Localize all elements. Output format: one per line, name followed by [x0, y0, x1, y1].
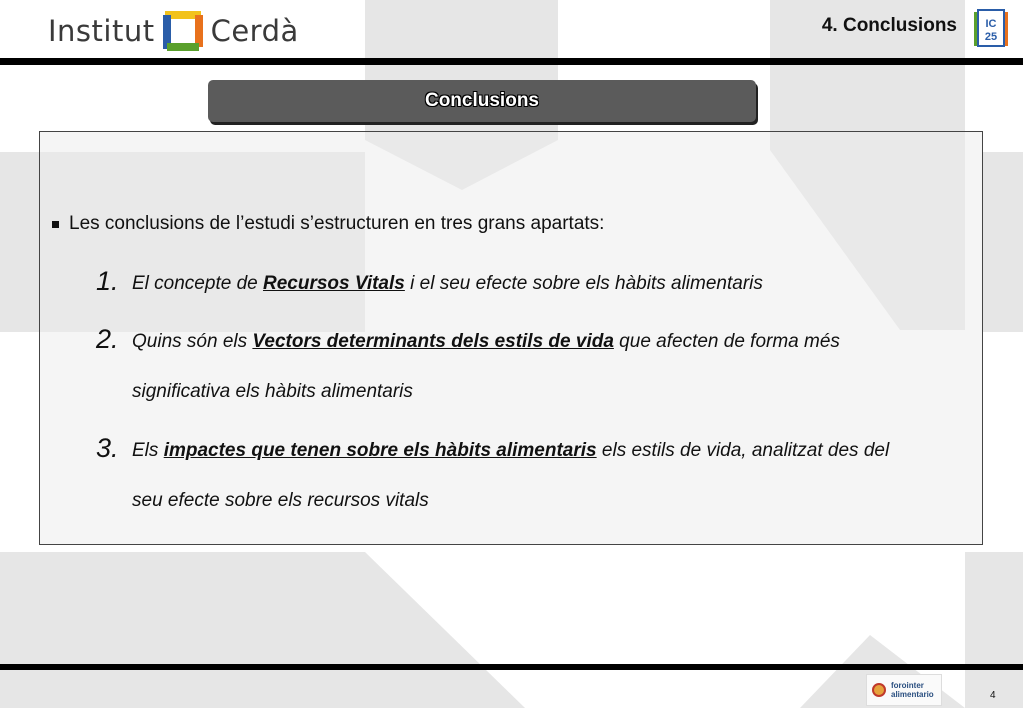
item-2-line-2: significativa els hàbits alimentaris: [132, 381, 413, 402]
item-number-3: 3.: [96, 433, 119, 463]
header-divider: [0, 58, 1023, 65]
page-number: 4: [990, 690, 996, 701]
forointer-alimentario-logo: [866, 674, 942, 706]
slide-title-box: [208, 80, 756, 122]
logo-text-right: Cerdà: [210, 14, 299, 48]
item-3-line-2: seu efecte sobre els recursos vitals: [132, 490, 429, 511]
item-2-line-1: Quins són els Vectors determinants dels estils de vida que afecten de forma més: [132, 331, 840, 352]
forointer-logo-icon: [872, 683, 886, 697]
item-number-2: 2.: [96, 324, 119, 354]
sponsor-line-2: alimentario: [891, 690, 934, 699]
ic25-badge-icon: [972, 8, 1010, 52]
cerda-logo-icon: [161, 9, 205, 53]
footer-divider: [0, 664, 1023, 670]
item-3-line-1: Els impactes que tenen sobre els hàbits alimentaris els estils de vida, analitzat des del: [132, 440, 890, 461]
item-1-line-1: El concepte de Recursos Vitals i el seu efecte sobre els hàbits alimentaris: [132, 273, 763, 294]
item-number-1: 1.: [96, 266, 119, 296]
slide-title: Conclusions: [424, 90, 539, 111]
section-title: 4. Conclusions: [821, 15, 957, 36]
logo-text-left: Institut: [48, 14, 155, 48]
institut-cerda-logo: [48, 8, 299, 54]
badge-bottom-text: 25: [984, 31, 998, 43]
intro-bullet: [52, 213, 604, 235]
badge-top-text: IC: [985, 18, 997, 30]
sponsor-line-1: forointer: [891, 681, 924, 690]
square-bullet-icon: [52, 221, 59, 228]
intro-text: Les conclusions de l’estudi s’estructuren en tres grans apartats:: [69, 213, 605, 234]
